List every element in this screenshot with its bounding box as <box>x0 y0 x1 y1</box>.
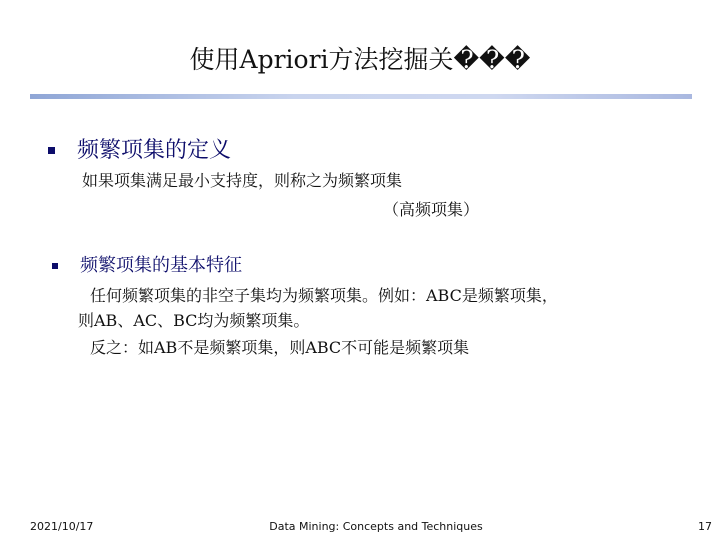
square-bullet-icon <box>48 147 55 154</box>
footer-page-number: 17 <box>698 520 712 533</box>
footer-date: 2021/10/17 <box>30 520 94 533</box>
square-bullet-icon <box>52 263 58 269</box>
section-heading-characteristics: 频繁项集的基本特征 <box>80 255 242 276</box>
characteristics-line-2: 则AB、AC、BC均为频繁项集。 <box>78 311 310 330</box>
characteristics-line-1: 任何频繁项集的非空子集均为频繁项集。例如：ABC是频繁项集， <box>90 286 558 305</box>
section-heading-definition: 频繁项集的定义 <box>77 138 232 163</box>
footer-course: Data Mining: Concepts and Techniques <box>269 520 483 533</box>
slide-title: 使用Apriori方法挖掘关��� <box>189 45 531 74</box>
characteristics-line-3: 反之：如AB不是频繁项集，则ABC不可能是频繁项集 <box>90 338 470 357</box>
definition-line-2: （高频项集） <box>383 200 480 219</box>
definition-line-1: 如果项集满足最小支持度，则称之为频繁项集 <box>82 171 403 190</box>
title-divider <box>30 94 692 99</box>
